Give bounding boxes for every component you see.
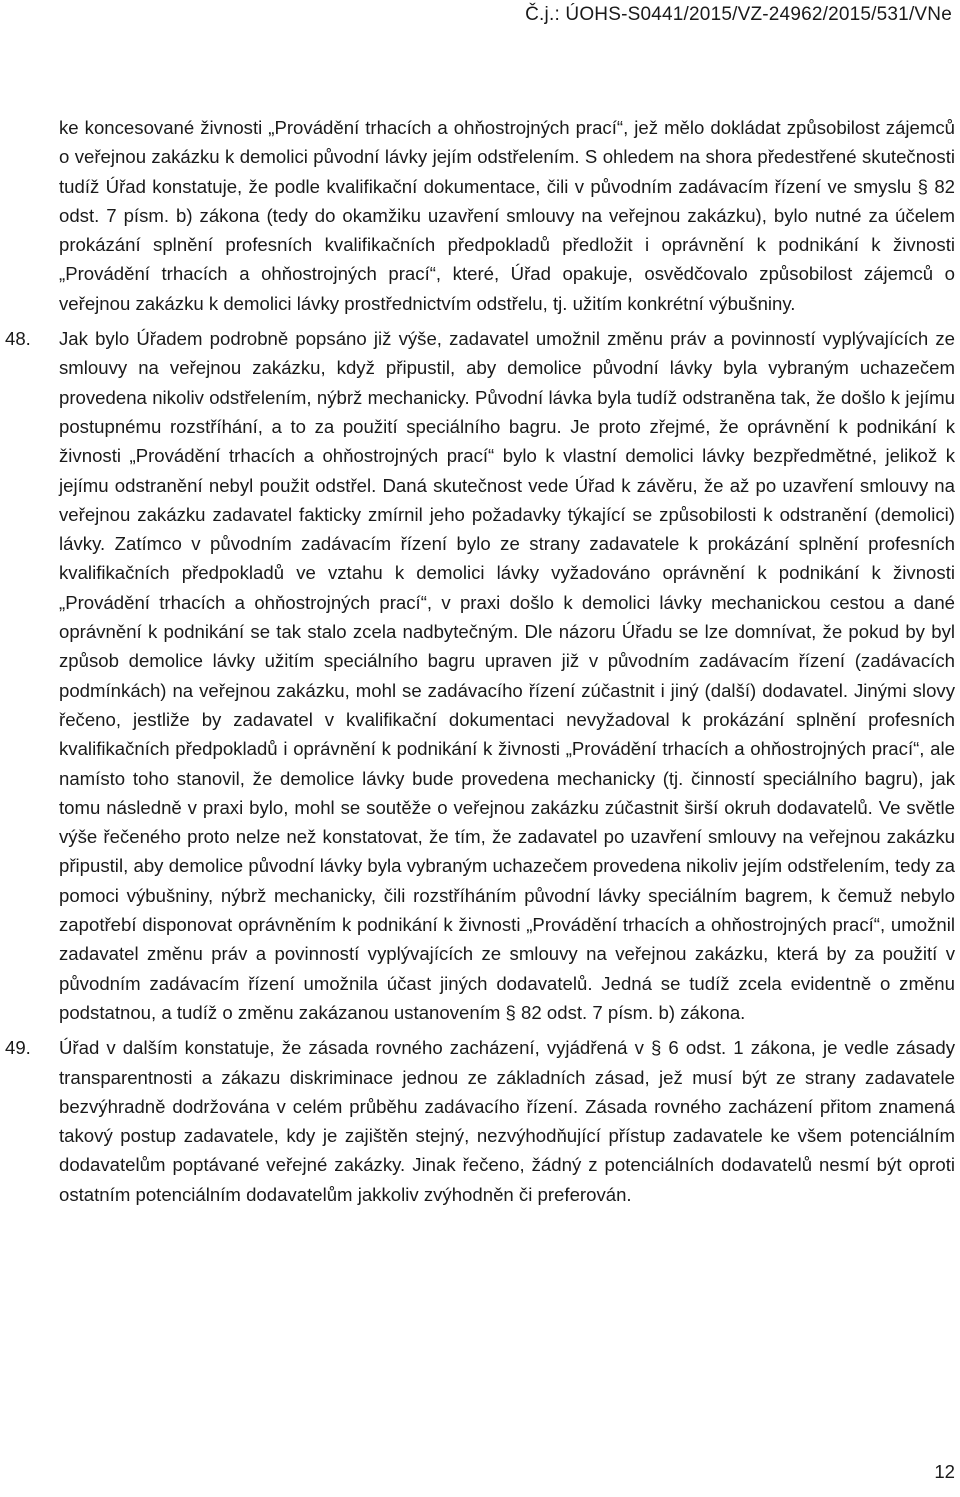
paragraph-49 (5, 1033, 955, 1209)
paragraph-number: 49. (5, 1037, 31, 1059)
paragraph-48 (5, 324, 955, 1027)
paragraph-continuation (59, 113, 955, 318)
paragraph-number: 48. (5, 328, 31, 350)
paragraph-text: Jak bylo Úřadem podrobně popsáno již výše, zadavatel umožnil změnu práv a povinností vyplývajících ze smlouvy na veřejnou zakázku, když připustil, aby demolice původní lávky byla vybraným uchazečem provedena nikoliv odstřelením, nýbrž mechanicky. Původní lávka byla tudíž odstraněna tak, že došlo k jejímu postupnému rozstříhání, a to za použití speciálního bagru. Je proto zřejmé, že oprávnění k podnikání k živnosti „Provádění trhacích a ohňostrojných prací“ bylo k vlastní demolici lávky bezpředmětné, jelikož k jejímu odstranění nebyl použit odstřel. Daná skutečnost vede Úřad k závěru, že až po uzavření smlouvy na veřejnou zakázku zadavatel fakticky zmírnil jeho požadavky týkající se způsobilosti k odstranění (demolici) lávky. Zatímco v původním zadávacím řízení bylo ze strany zadavatele k prokázání splnění profesních kvalifikačních předpokladů ve vztahu k demolici lávky vyžadováno oprávnění k podnikání k živnosti „Provádění trhacích a ohňostrojných prací“, v praxi došlo k demolici lávky mechanickou cestou a dané oprávnění k podnikání se tak stalo zcela nadbytečným. Dle názoru Úřadu se lze domnívat, že pokud by byl způsob demolice lávky užitím speciálního bagru upraven již v původním zadávacím řízení (zadávacích podmínkách) na veřejnou zakázku, mohl se zadávacího řízení zúčastnit i jiný (další) dodavatel. Jinými slovy řečeno, jestliže by zadavatel v kvalifikační dokumentaci nevyžadoval k prokázání splnění profesních kvalifikačních předpokladů i oprávnění k podnikání k živnosti „Provádění trhacích a ohňostrojných prací“, ale namísto toho stanovil, že demolice lávky bude provedena mechanicky (tj. činností speciálního bagru), jak tomu následně v praxi bylo, mohl se soutěže o veřejnou zakázku zúčastnit širší okruh dodavatelů. Ve světle výše řečeného proto nelze než konstatovat, že tím, že zadavatel po uzavření smlouvy na veřejnou zakázku připustil, aby demolice původní lávky byla vybraným uchazečem provedena nikoliv jejím odstřelením, tedy za pomoci výbušniny, nýbrž mechanicky, čili rozstříháním původní lávky speciálním bagrem, k čemuž nebylo zapotřebí disponovat oprávněním k podnikání k živnosti „Provádění trhacích a ohňostrojných prací“, umožnil zadavatel změnu práv a povinností vyplývajících ze smlouvy na veřejnou zakázku, která by za použití v původním zadávacím řízení umožnila účast jiných dodavatelů. Jedná se tudíž zcela evidentně o změnu podstatnou, a tudíž o změnu zakázanou ustanovením § 82 odst. 7 písm. b) zákona. (59, 328, 955, 1023)
paragraph-text: ke koncesované živnosti „Provádění trhacích a ohňostrojných prací“, jež mělo dokládat způsobilost zájemců o veřejnou zakázku k demolici původní lávky jejím odstřelením. S ohledem na shora předestřené skutečnosti tudíž Úřad konstatuje, že podle kvalifikační dokumentace, čili v původním zadávacím řízení ve smyslu § 82 odst. 7 písm. b) zákona (tedy do okamžiku uzavření smlouvy na veřejnou zakázku), bylo nutné za účelem prokázání splnění profesních kvalifikačních předpokladů předložit i oprávnění k podnikání k živnosti „Provádění trhacích a ohňostrojných prací“, které, Úřad opakuje, osvědčovalo způsobilost zájemců o veřejnou zakázku k demolici lávky prostřednictvím odstřelu, tj. užitím konkrétní výbušniny. (59, 117, 955, 314)
document-body (0, 113, 960, 1209)
page-number: 12 (934, 1461, 955, 1482)
paragraph-text: Úřad v dalším konstatuje, že zásada rovného zacházení, vyjádřená v § 6 odst. 1 zákona, je vedle zásady transparentnosti a zákazu diskriminace jednou ze základních zásad, jež musí být ze strany zadavatele bezvýhradně dodržována v celém průběhu zadávacího řízení. Zásada rovného zacházení přitom znamená takový postup zadavatele, kdy je zajištěn stejný, nezvýhodňující přístup zadavatele ke všem potenciálním dodavatelům poptávané veřejné zakázky. Jinak řečeno, žádný z potenciálních dodavatelů nesmí být oproti ostatním potenciálním dodavatelům jakkoliv zvýhodněn či preferován. (59, 1037, 955, 1205)
document-reference: Č.j.: ÚOHS-S0441/2015/VZ-24962/2015/531/VNe (525, 4, 952, 25)
